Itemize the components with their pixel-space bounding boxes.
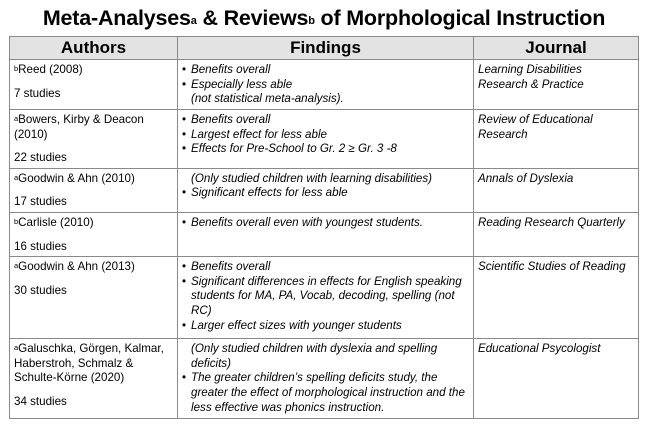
title-part-3: of Morphological Instruction <box>314 6 606 30</box>
study-count: 7 studies <box>14 86 61 100</box>
study-count: 34 studies <box>14 394 67 408</box>
authors-name <box>14 260 173 275</box>
header-authors: Authors <box>10 37 178 60</box>
review-type-superscript: b <box>14 216 19 226</box>
study-count: 22 studies <box>14 151 67 165</box>
finding-item: • Benefits overall even with youngest students. <box>182 216 469 231</box>
journal-cell: Educational Psycologist <box>474 339 639 419</box>
findings-list <box>182 172 469 201</box>
finding-item: • Significant differences in effects for English speaking students for MA, PA, Vocab, decoding, spelling (not RC) <box>182 275 469 319</box>
authors-text: Goodwin & Ahn (2010) <box>18 171 135 185</box>
findings-cell <box>178 212 474 256</box>
authors-name <box>14 172 173 187</box>
title-part-1: Meta-Analyses <box>42 6 191 30</box>
title-superscript-b: b <box>308 15 315 27</box>
journal-cell: Annals of Dyslexia <box>474 168 639 212</box>
findings-cell <box>178 257 474 339</box>
review-type-superscript: a <box>14 343 19 353</box>
authors-cell <box>10 212 178 256</box>
finding-item: • The greater children’s spelling deficits study, the greater the effect of morphological instruction and the less effective was phonics instruction. <box>182 371 469 415</box>
findings-cell <box>178 60 474 110</box>
table-row <box>10 168 639 212</box>
findings-list <box>182 260 469 333</box>
header-journal: Journal <box>474 37 639 60</box>
findings-list <box>182 63 469 107</box>
finding-item: • Largest effect for less able <box>182 128 469 143</box>
authors-text: Carlisle (2010) <box>18 215 94 229</box>
table-row <box>10 257 639 339</box>
review-type-superscript: b <box>14 64 19 73</box>
table-row <box>10 212 639 256</box>
finding-item: • Especially less able <box>182 78 469 93</box>
authors-name <box>14 63 173 78</box>
finding-item: • Benefits overall <box>182 113 469 128</box>
findings-cell <box>178 110 474 169</box>
journal-cell: Reading Research Quarterly <box>474 212 639 256</box>
findings-cell <box>178 339 474 419</box>
authors-cell <box>10 339 178 419</box>
finding-item: • Significant effects for less able <box>182 186 469 201</box>
review-type-superscript: a <box>14 261 19 271</box>
findings-list <box>182 342 469 415</box>
finding-item: • Larger effect sizes with younger students <box>182 319 469 334</box>
finding-item: • Benefits overall <box>182 260 469 275</box>
review-type-superscript: a <box>14 114 19 123</box>
authors-text: Goodwin & Ahn (2013) <box>18 260 135 274</box>
findings-list <box>182 216 469 231</box>
authors-cell <box>10 110 178 169</box>
journal-cell: Scientific Studies of Reading <box>474 257 639 339</box>
authors-name <box>14 342 173 386</box>
journal-cell: Learning Disabilities Research & Practice <box>474 60 639 110</box>
finding-item: • Benefits overall <box>182 63 469 78</box>
journal-cell: Review of Educational Research <box>474 110 639 169</box>
findings-list <box>182 113 469 157</box>
finding-item: (Only studied children with learning disabilities) <box>191 171 433 185</box>
finding-item: (Only studied children with dyslexia and spelling deficits) <box>191 342 438 370</box>
findings-cell <box>178 168 474 212</box>
authors-text: Reed (2008) <box>18 63 83 76</box>
table-header-row <box>10 37 639 60</box>
study-count: 30 studies <box>14 283 67 297</box>
authors-text: Bowers, Kirby & Deacon (2010) <box>14 113 144 141</box>
authors-cell <box>10 168 178 212</box>
title-superscript-a: a <box>190 15 197 27</box>
authors-cell <box>10 60 178 110</box>
page-title <box>0 4 648 32</box>
table-row <box>10 339 639 419</box>
header-findings: Findings <box>178 37 474 60</box>
review-type-superscript: a <box>14 172 19 182</box>
authors-name <box>14 113 173 142</box>
finding-item: (not statistical meta-analysis). <box>191 92 344 106</box>
table-row <box>10 110 639 169</box>
study-count: 17 studies <box>14 195 67 209</box>
authors-text: Galuschka, Görgen, Kalmar, Haberstroh, Schmalz & Schulte-Körne (2020) <box>14 342 164 385</box>
study-count: 16 studies <box>14 239 67 253</box>
authors-cell <box>10 257 178 339</box>
table-row <box>10 60 639 110</box>
reviews-table <box>9 36 639 419</box>
finding-item: • Effects for Pre-School to Gr. 2 ≥ Gr. 3 -8 <box>182 142 469 157</box>
authors-name <box>14 216 173 231</box>
title-part-2: & Reviews <box>196 6 309 30</box>
